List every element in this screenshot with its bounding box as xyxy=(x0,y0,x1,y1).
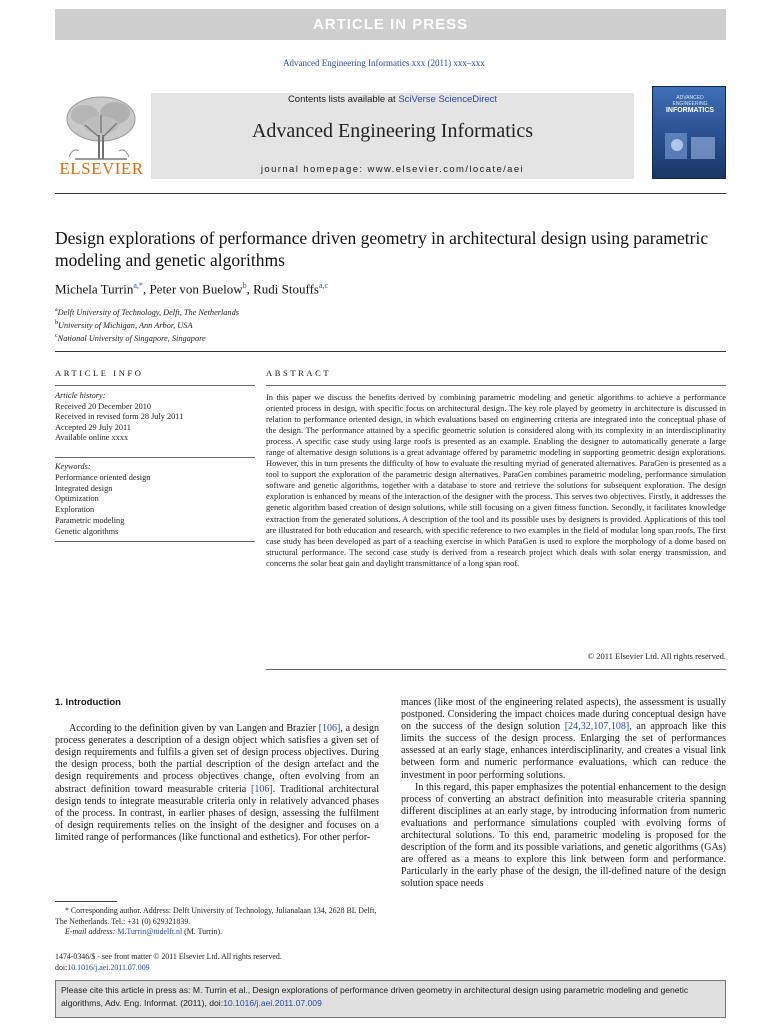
history-item: Available online xxxx xyxy=(55,433,129,442)
body-text: , a design process generates a description of a design object which satisfies a given set of design requirements and fulfils a given set of design process objectives. During the design process, both the partial description of the design artefact and the design requirements and process objectives change, often evolving from an abstract definition toward measurable criteria xyxy=(55,723,379,795)
body-paragraph xyxy=(401,697,726,782)
cite-doi-link[interactable]: 10.1016/j.aei.2011.07.009 xyxy=(223,997,322,1008)
affiliation-list xyxy=(55,305,725,343)
history-item: Accepted 29 July 2011 xyxy=(55,422,131,432)
sciencedirect-link[interactable]: SciVerse ScienceDirect xyxy=(398,94,498,105)
issn-line: 1474-0346/$ - see front matter © 2011 Elsevier Ltd. All rights reserved. xyxy=(55,952,282,961)
affiliation-text: Delft University of Technology, Delft, The Netherlands xyxy=(57,307,239,317)
article-in-press-banner: ARTICLE IN PRESS xyxy=(55,9,726,40)
reference-link[interactable]: [106] xyxy=(250,783,273,795)
affiliation-item xyxy=(55,331,725,344)
section-divider xyxy=(55,351,726,352)
journal-name: Advanced Engineering Informatics xyxy=(251,120,533,142)
keyword-item: Genetic algorithms xyxy=(55,526,119,536)
affiliation-item xyxy=(55,305,725,318)
keywords-list xyxy=(55,462,255,538)
history-item: Received in revised form 28 July 2011 xyxy=(55,412,184,421)
keyword-item: Performance oriented design xyxy=(55,472,151,482)
body-text: . Traditional architectural design tends to integrate measurable criteria only in relatively advanced phases of the process. In contrast, in earlier phases of design, assessing the fulfilment of design requirements relies on the insight of the designer and focuses on a limited range of performances (like functional and esthetics). For other perfor- xyxy=(55,783,379,843)
cite-this-article-box xyxy=(55,980,726,1018)
journal-header-box xyxy=(151,93,634,179)
affiliation-text: National University of Singapore, Singapore xyxy=(57,333,206,343)
affiliation-item xyxy=(55,318,725,331)
doi-prefix: doi: xyxy=(55,962,68,972)
body-text: According to the definition given by van Langen and Brazier xyxy=(69,723,319,735)
article-title: Design explorations of performance driven geometry in architectural design using parametric modeling and genetic algorithms xyxy=(55,228,709,270)
author-affiliation-marker[interactable]: a,* xyxy=(133,281,143,290)
email-suffix: (M. Turrin). xyxy=(182,927,223,937)
article-info-heading: ARTICLE INFO xyxy=(55,368,144,378)
author-affiliation-marker[interactable]: b xyxy=(242,281,247,290)
footnote-rule xyxy=(55,901,117,902)
body-text: , an approach like this limits the success of the design process. Enlarging the set of performances assessed at an early stage, enhances interdisciplinarity, and creates a visual link between form and numeric performance evaluations, which can reduce the investment in poor performing solutions. xyxy=(401,721,726,781)
doi-line xyxy=(55,963,455,974)
keywords-bottom-rule xyxy=(55,541,255,542)
elsevier-wordmark: ELSEVIER xyxy=(59,159,144,178)
contents-line xyxy=(151,94,634,105)
body-text: mances (like most of the engineering related aspects), the assessment is usually postponed. Considering the impact choices made during conceptual design have on the success of the design solution xyxy=(401,697,726,733)
section-heading: 1. Introduction xyxy=(55,697,121,708)
cover-title: INFORMATICS xyxy=(665,107,715,114)
history-item: Received 20 December 2010 xyxy=(55,401,152,411)
cite-text: Please cite this article in press as: M. Turrin et al., Design explorations of performance driven geometry in architectural design using parametric modeling and genetic algorithms, Adv. Eng. Informat. (2011), doi: xyxy=(61,985,689,1008)
cover-art-icon xyxy=(663,129,717,163)
body-column-left xyxy=(55,697,379,844)
abstract-rule xyxy=(266,385,726,386)
journal-homepage-link[interactable]: journal homepage: www.elsevier.com/locate/aei xyxy=(260,164,525,175)
elsevier-tree-icon xyxy=(55,93,148,163)
elsevier-logo[interactable] xyxy=(55,93,148,179)
copyright-notice: © 2011 Elsevier Ltd. All rights reserved. xyxy=(587,651,726,661)
abstract-heading: ABSTRACT xyxy=(266,368,332,378)
body-column-right xyxy=(401,697,726,891)
front-matter xyxy=(55,952,455,973)
author-separator: , xyxy=(246,281,254,297)
author-email-link[interactable]: M.Turrin@tudelft.nl xyxy=(117,927,183,937)
reference-link[interactable]: [106] xyxy=(318,723,341,735)
keyword-item: Optimization xyxy=(55,494,99,504)
author-affiliation-marker[interactable]: a,c xyxy=(318,281,329,290)
author-name[interactable]: Michela Turrin xyxy=(55,281,134,297)
corresponding-author-text: * Corresponding author. Address: Delft University of Technology, Julianalaan 134, 2628 BL Delft, The Netherlands. Tel.: +31 (0) 629321839. xyxy=(55,906,377,926)
abstract-bottom-rule xyxy=(266,669,726,670)
body-paragraph: In this regard, this paper emphasizes the potential enhancement to the design process of converting an abstract definition into measurable criteria spanning different disciplines at an early stage, by introducing information from numeric evaluations and performance simulations coupled with evolving forms of architectural solutions. To this end, parametric modeling is proposed for the description of the form and its possible variations, and genetic algorithms (GAs) are offered as a means to explore this link between form and performance. Particularly in the early phase of the design, the ill-defined nature of the design solution space needs xyxy=(401,781,726,890)
affiliation-marker: a xyxy=(55,307,58,313)
contents-prefix: Contents lists available at xyxy=(287,94,399,105)
cover-subtitle: ADVANCED ENGINEERING xyxy=(672,95,708,107)
history-label: Article history: xyxy=(55,391,106,400)
affiliation-text: University of Michigan, Ann Arbor, USA xyxy=(58,320,193,330)
email-line xyxy=(55,927,385,938)
keywords-rule xyxy=(55,457,255,458)
abstract-text: In this paper we discuss the benefits derived by combining parametric modeling and genetic algorithms to achieve a performance oriented process in design, with specific focus on architectural design. The key role played by geometry in architecture is discussed in relation to performance oriented design, in which evaluations based on engineering criteria are integrated into the conceptual phase of the design. The performance attained by a specific geometric solution is considered along with its complexity in an interdisciplinarity process. A specific case study using large roofs is presented as an example. Enabling the designer to automatically generate a large range of alternative design solutions is a great advantage offered by parametric modeling in supporting geometric design explorations. However, this in turn presents the difficulty of how to evaluate the resulting myriad of generated alternatives. ParaGen is presented as a tool to support the exploration of the parametric design alternatives. ParaGen combines parametric modeling, performance simulation software and genetic algorithms, together with a database to store and retrieve the solutions for subsequent exploration. The design exploration is enhanced by means of the interaction of the designer with the process. This serves two objectives. Firstly, it addresses the genetic algorithm based creation of design solutions, while still focusing on a given fitness function. Secondly, it facilitates knowledge extraction from the generated solutions. A description of the tool and its possible uses by designers is provided. Applications of this tool are illustrated for both education and research, with specific reference to two examples in the field of modular long span roofs. The first case study has been developed as part of a teaching exercise in which ParaGen is used to explore the morphology of a dome based on structural performance. The second case study is derived from a research project which deals with solar energy transmission, and concerns the solar heat gain and daylight transmittance of a long span roof. xyxy=(266,392,726,568)
keywords-label: Keywords: xyxy=(55,462,91,471)
author-separator: , xyxy=(142,281,150,297)
reference-link[interactable]: [24,32,107,108] xyxy=(564,721,630,733)
journal-cover-image[interactable] xyxy=(652,86,726,179)
article-info-rule xyxy=(55,385,255,386)
header-divider xyxy=(55,193,726,194)
doi-link[interactable]: 10.1016/j.aei.2011.07.009 xyxy=(67,962,150,972)
author-list xyxy=(55,281,725,297)
keyword-item: Integrated design xyxy=(55,483,113,493)
affiliation-marker: b xyxy=(55,319,58,326)
email-label: E-mail address: xyxy=(65,927,116,937)
author-name[interactable]: Rudi Stouffs xyxy=(253,281,319,297)
affiliation-marker: c xyxy=(55,332,58,339)
corresponding-author-footnote xyxy=(55,906,385,938)
keyword-item: Exploration xyxy=(55,505,95,515)
keyword-item: Parametric modeling xyxy=(55,515,125,525)
journal-citation-line[interactable]: Advanced Engineering Informatics xxx (2011) xxx–xxx xyxy=(283,58,485,68)
article-history xyxy=(55,391,255,444)
body-paragraph xyxy=(55,723,379,844)
author-name[interactable]: Peter von Buelow xyxy=(149,281,243,297)
